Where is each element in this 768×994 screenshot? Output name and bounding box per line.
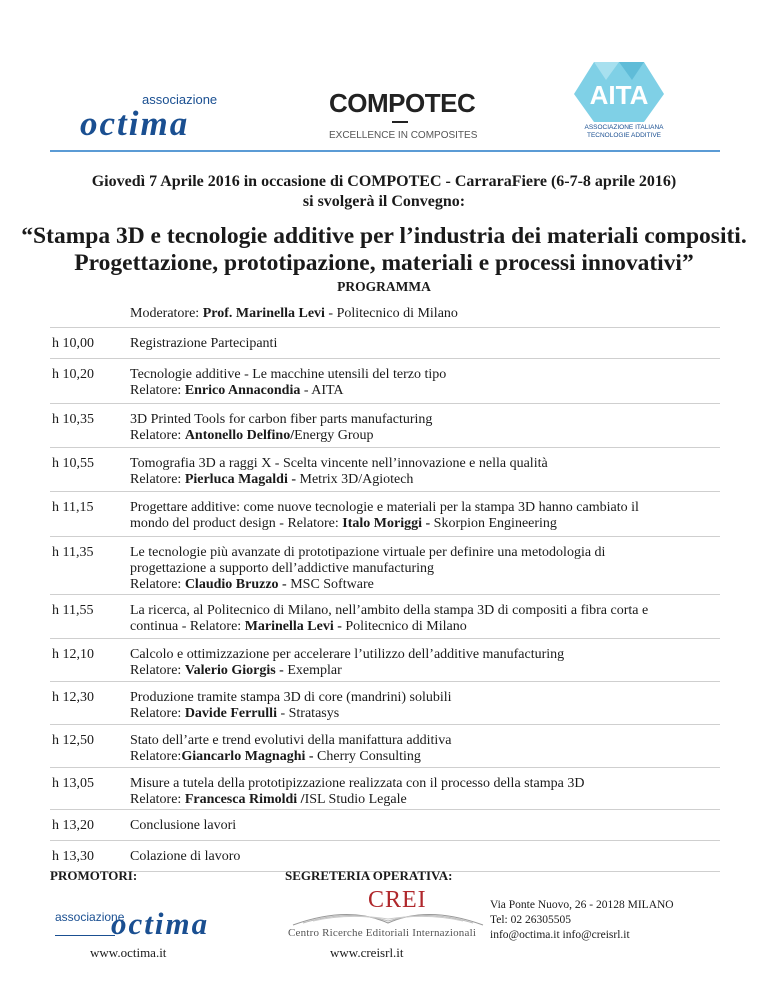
promotori-label: PROMOTORI: — [50, 868, 138, 883]
event-intro-line2: si svolgerà il Convegno: — [302, 193, 466, 210]
schedule-description — [130, 733, 720, 765]
schedule-line — [130, 500, 720, 516]
schedule-time: h 11,55 — [52, 603, 94, 618]
crei-fullname: Centro Ricerche Editoriali Internazionali — [288, 927, 477, 939]
conference-title — [0, 223, 768, 277]
schedule-time: h 10,20 — [52, 367, 94, 382]
footer-octima-word: octima — [111, 906, 210, 941]
compotec-logo-tagline: EXCELLENCE IN COMPOSITES — [329, 130, 478, 141]
schedule-line — [130, 367, 720, 383]
speaker-name: Enrico Annacondia — [184, 383, 301, 398]
schedule-line — [130, 412, 720, 428]
octima-logo — [80, 92, 260, 148]
schedule-text: 3D Printed Tools for carbon fiber parts manufacturing — [130, 412, 433, 427]
schedule-text: Tomografia 3D a raggi X - Scelta vincente nell’innovazione e nella qualità — [130, 456, 548, 471]
header-logos — [0, 60, 768, 150]
schedule-text: Relatore: — [130, 472, 185, 487]
schedule-text: Relatore: — [130, 383, 185, 398]
schedule-description — [130, 776, 720, 808]
schedule-line — [130, 428, 720, 444]
schedule-text: Registrazione Partecipanti — [130, 336, 278, 351]
schedule-text: mondo del product design - Relatore: — [130, 516, 343, 531]
schedule-line — [130, 545, 720, 561]
schedule-text: Relatore: — [130, 428, 185, 443]
schedule-line — [130, 706, 720, 722]
schedule-row — [50, 537, 720, 595]
compotec-logo — [329, 88, 479, 148]
schedule-time: h 12,10 — [52, 647, 94, 662]
schedule-row — [50, 404, 720, 448]
speaker-name: Claudio Bruzzo - — [184, 577, 287, 592]
conference-title-line2: Progettazione, prototipazione, materiali e processi innovativi” — [74, 250, 694, 276]
schedule-line — [130, 690, 720, 706]
contact-emails: info@octima.it info@creisrl.it — [490, 929, 630, 941]
schedule-text: Le tecnologie più avanzate di prototipazione virtuale per definire una metodologia di — [130, 545, 606, 560]
contact-block — [490, 898, 674, 943]
schedule-text: Progettare additive: come nuove tecnologie e materiali per la stampa 3D hanno cambiato il — [130, 500, 639, 515]
schedule-time: h 10,00 — [52, 336, 94, 351]
schedule-line — [130, 733, 720, 749]
schedule-row — [50, 595, 720, 639]
schedule-text: Conclusione lavori — [130, 818, 237, 833]
schedule-text: - Stratasys — [276, 706, 340, 721]
schedule-line — [130, 472, 720, 488]
schedule-text: Calcolo e ottimizzazione per accelerare l’utilizzo dell’additive manufacturing — [130, 647, 565, 662]
schedule-text: MSC Software — [286, 577, 374, 592]
schedule-description — [130, 545, 720, 593]
programma-heading: PROGRAMMA — [337, 279, 431, 294]
schedule-text: Metrix 3D/Agiotech — [296, 472, 414, 487]
contact-phone: Tel: 02 26305505 — [490, 914, 571, 926]
moderator-line — [130, 306, 458, 322]
aita-logo-caption — [574, 124, 674, 140]
schedule-time: h 12,30 — [52, 690, 94, 705]
schedule-row — [50, 328, 720, 359]
schedule-line — [130, 336, 720, 352]
schedule-table — [50, 327, 720, 872]
speaker-name: Marinella Levi - — [244, 619, 342, 634]
schedule-line — [130, 776, 720, 792]
schedule-row — [50, 359, 720, 404]
schedule-line — [130, 516, 720, 532]
event-intro — [0, 172, 768, 212]
schedule-text: Skorpion Engineering — [430, 516, 557, 531]
schedule-line — [130, 603, 720, 619]
contact-address: Via Ponte Nuovo, 26 - 20128 MILANO — [490, 899, 674, 911]
schedule-time: h 11,15 — [52, 500, 94, 515]
schedule-text: Relatore: — [130, 749, 182, 764]
speaker-name: Davide Ferrulli — [184, 706, 277, 721]
schedule-line — [130, 792, 720, 808]
schedule-line — [130, 383, 720, 399]
schedule-description — [130, 647, 720, 679]
speaker-name: Francesca Rimoldi / — [184, 792, 305, 807]
speaker-name: Italo Moriggi - — [342, 516, 431, 531]
schedule-time: h 11,35 — [52, 545, 94, 560]
crei-logo — [288, 885, 488, 945]
schedule-text: Exemplar — [283, 663, 342, 678]
schedule-description — [130, 367, 720, 399]
speaker-name: Pierluca Magaldi - — [184, 472, 297, 487]
schedule-description — [130, 456, 720, 488]
schedule-line — [130, 647, 720, 663]
schedule-time: h 10,55 — [52, 456, 94, 471]
crei-website: www.creisrl.it — [330, 945, 404, 960]
speaker-name: Valerio Giorgis - — [184, 663, 284, 678]
schedule-text: Cherry Consulting — [313, 749, 421, 764]
octima-website: www.octima.it — [90, 945, 167, 960]
schedule-row — [50, 810, 720, 841]
schedule-time: h 13,20 — [52, 818, 94, 833]
aita-logo-caption-line2: TECNOLOGIE ADDITIVE — [586, 132, 662, 139]
schedule-text: Produzione tramite stampa 3D di core (mandrini) solubili — [130, 690, 452, 705]
octima-logo-word: octima — [80, 104, 190, 143]
schedule-line — [130, 663, 720, 679]
segreteria-label: SEGRETERIA OPERATIVA: — [285, 868, 453, 883]
schedule-description — [130, 412, 720, 444]
octima-logo-assoc: associazione — [142, 92, 218, 107]
moderator-name: Prof. Marinella Levi — [202, 306, 325, 321]
schedule-text: Relatore: — [130, 577, 185, 592]
schedule-line — [130, 577, 720, 593]
event-intro-line1: Giovedì 7 Aprile 2016 in occasione di COMPOTEC - CarraraFiere (6-7-8 aprile 2016) — [91, 173, 677, 190]
crei-mark: CREI — [368, 887, 427, 913]
schedule-text: continua - Relatore: — [130, 619, 245, 634]
schedule-row — [50, 725, 720, 768]
schedule-text: Energy Group — [294, 428, 374, 443]
schedule-text: ISL Studio Legale — [304, 792, 407, 807]
schedule-description — [130, 818, 720, 834]
schedule-time: h 13,05 — [52, 776, 94, 791]
schedule-line — [130, 818, 720, 834]
aita-logo — [554, 60, 674, 152]
schedule-text: - AITA — [300, 383, 344, 398]
aita-logo-word: AITA — [589, 80, 649, 110]
header-divider — [50, 150, 720, 152]
compotec-logo-bar — [392, 121, 408, 123]
schedule-text: Relatore: — [130, 706, 185, 721]
schedule-time: h 12,50 — [52, 733, 94, 748]
schedule-description — [130, 500, 720, 532]
schedule-line — [130, 561, 720, 577]
moderator-prefix: Moderatore: — [130, 306, 203, 321]
schedule-description — [130, 603, 720, 635]
schedule-row — [50, 492, 720, 537]
schedule-text: Misure a tutela della prototipizzazione realizzata con il processo della stampa 3D — [130, 776, 585, 791]
footer-octima-assoc: associazione — [55, 910, 125, 924]
schedule-text: Stato dell’arte e trend evolutivi della manifattura additiva — [130, 733, 452, 748]
schedule-row — [50, 448, 720, 492]
schedule-line — [130, 849, 720, 865]
schedule-text: Relatore: — [130, 663, 185, 678]
schedule-row — [50, 639, 720, 682]
schedule-text: Colazione di lavoro — [130, 849, 241, 864]
schedule-row — [50, 682, 720, 725]
schedule-text: Tecnologie additive - Le macchine utensili del terzo tipo — [130, 367, 447, 382]
schedule-description — [130, 849, 720, 865]
schedule-text: Politecnico di Milano — [341, 619, 467, 634]
schedule-line — [130, 456, 720, 472]
schedule-text: Relatore: — [130, 792, 185, 807]
schedule-row — [50, 768, 720, 810]
schedule-description — [130, 336, 720, 352]
aita-logo-caption-line1: ASSOCIAZIONE ITALIANA — [584, 124, 664, 131]
compotec-logo-name: COMPOTEC — [329, 88, 476, 118]
footer-octima-underline — [55, 935, 115, 936]
aita-logo-mark — [554, 60, 674, 126]
schedule-text: progettazione a supporto dell’addictive manufacturing — [130, 561, 435, 576]
moderator-affiliation: - Politecnico di Milano — [324, 306, 458, 321]
speaker-name: Giancarlo Magnaghi - — [181, 749, 314, 764]
schedule-line — [130, 619, 720, 635]
schedule-time: h 10,35 — [52, 412, 94, 427]
schedule-line — [130, 749, 720, 765]
conference-title-line1: “Stampa 3D e tecnologie additive per l’industria dei materiali compositi. — [21, 223, 747, 249]
schedule-time: h 13,30 — [52, 849, 94, 864]
schedule-description — [130, 690, 720, 722]
schedule-text: La ricerca, al Politecnico di Milano, nell’ambito della stampa 3D di compositi a fibra corta e — [130, 603, 649, 618]
speaker-name: Antonello Delfino/ — [184, 428, 295, 443]
